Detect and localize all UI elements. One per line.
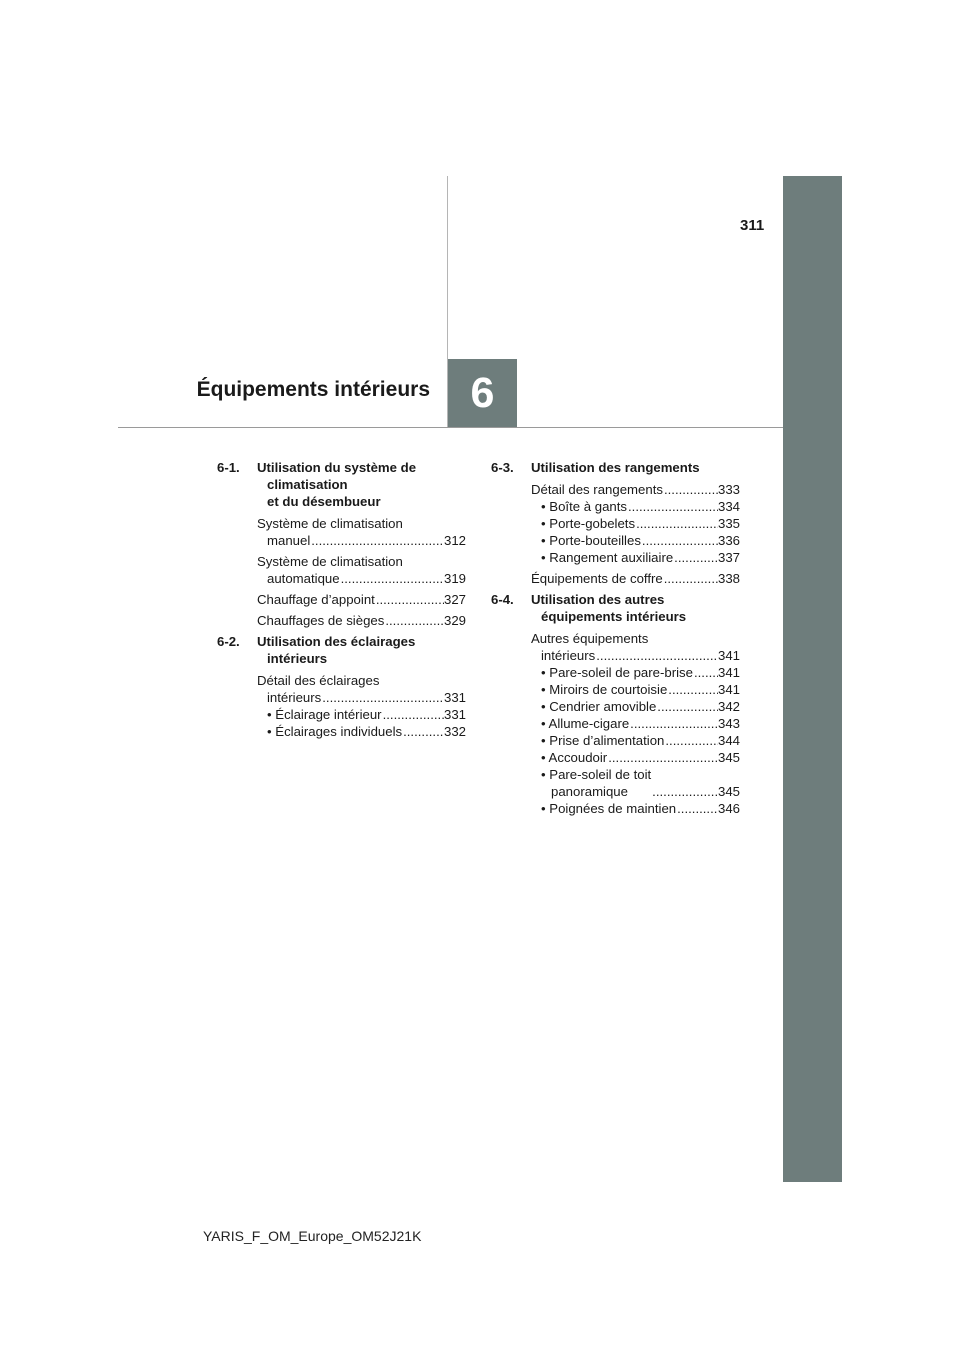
section-title: Utilisation des autres équipements intérieurs [531, 592, 687, 624]
toc-entry[interactable]: Autres équipements intérieurs ..... 341 [531, 630, 740, 664]
toc-subentry[interactable]: • Éclairages individuels ..... 332 [257, 723, 466, 740]
toc-subentry[interactable]: • Rangement auxiliaire ..... 337 [531, 549, 740, 566]
toc-section-6-2[interactable] [217, 633, 466, 740]
entry-page-number: 346 [717, 801, 740, 816]
entry-page-number: 337 [717, 550, 740, 565]
toc-subentry[interactable]: • Miroirs de courtoisie ..... 341 [531, 681, 740, 698]
entry-page-number: 338 [717, 571, 740, 586]
section-title: Utilisation des éclairages intérieurs [257, 634, 416, 666]
entry-page-number: 341 [717, 648, 740, 663]
entry-page-number: 335 [717, 516, 740, 531]
toc-subentry[interactable]: • Prise d’alimentation ..... 344 [531, 732, 740, 749]
toc-entry[interactable]: Détail des éclairages intérieurs ..... 331 [257, 672, 466, 706]
toc-column-right [491, 459, 740, 821]
entry-page-number: 329 [443, 613, 466, 628]
toc-section-6-1[interactable] [217, 459, 466, 629]
entry-page-number: 341 [717, 682, 740, 697]
section-title: Utilisation des rangements [531, 460, 700, 475]
entry-page-number: 344 [717, 733, 740, 748]
entry-page-number: 341 [717, 665, 740, 680]
entry-page-number: 345 [717, 784, 740, 799]
toc-entry[interactable]: Chauffages de sièges ..... 329 [257, 612, 466, 629]
toc-subentry[interactable]: • Allume-cigare ..... 343 [531, 715, 740, 732]
entry-page-number: 319 [443, 571, 466, 586]
toc-subentry[interactable]: • Porte-gobelets ..... 335 [531, 515, 740, 532]
entry-page-number: 336 [717, 533, 740, 548]
entry-page-number: 331 [443, 707, 466, 722]
toc-subentry[interactable]: • Poignées de maintien ..... 346 [531, 800, 740, 817]
section-number: 6-2. [217, 634, 240, 649]
toc-entry[interactable]: Système de climatisation manuel ..... 312 [257, 515, 466, 549]
entry-page-number: 332 [443, 724, 466, 739]
section-number: 6-3. [491, 460, 514, 475]
entry-page-number: 345 [717, 750, 740, 765]
toc-entry[interactable]: Équipements de coffre ..... 338 [531, 570, 740, 587]
section-title: Utilisation du système de climatisation et du désembueur [257, 460, 417, 509]
section-number: 6-1. [217, 460, 240, 475]
toc-subentry[interactable]: • Éclairage intérieur ..... 331 [257, 706, 466, 723]
toc-subentry[interactable]: • Porte-bouteilles ..... 336 [531, 532, 740, 549]
toc-entry[interactable]: Chauffage d’appoint ..... 327 [257, 591, 466, 608]
document-footer: YARIS_F_OM_Europe_OM52J21K [203, 1228, 422, 1244]
toc-subentry[interactable]: • Pare-soleil de pare-brise ..... 341 [531, 664, 740, 681]
section-number: 6-4. [491, 592, 514, 607]
entry-page-number: 343 [717, 716, 740, 731]
entry-page-number: 334 [717, 499, 740, 514]
entry-page-number: 327 [443, 592, 466, 607]
toc-subentry[interactable]: • Pare-soleil de toit panoramique ..... 345 [531, 766, 740, 800]
toc-column-left [217, 459, 466, 744]
page-number: 311 [740, 217, 765, 234]
toc-section-6-3[interactable] [491, 459, 740, 587]
entry-page-number: 342 [717, 699, 740, 714]
toc-entry[interactable]: Détail des rangements ..... 333 [531, 481, 740, 498]
toc-subentry[interactable]: • Cendrier amovible ..... 342 [531, 698, 740, 715]
chapter-number-box [448, 359, 517, 427]
entry-page-number: 331 [443, 690, 466, 705]
toc-subentry[interactable]: • Boîte à gants ..... 334 [531, 498, 740, 515]
entry-page-number: 333 [717, 482, 740, 497]
toc-section-6-4[interactable] [491, 591, 740, 817]
chapter-side-tab [783, 176, 842, 1182]
chapter-number: 6 [470, 368, 495, 417]
header-horizontal-rule [118, 427, 783, 428]
entry-page-number: 312 [443, 533, 466, 548]
toc-subentry[interactable]: • Accoudoir ..... 345 [531, 749, 740, 766]
chapter-title: Équipements intérieurs [196, 378, 430, 401]
toc-entry[interactable]: Système de climatisation automatique ..... 319 [257, 553, 466, 587]
